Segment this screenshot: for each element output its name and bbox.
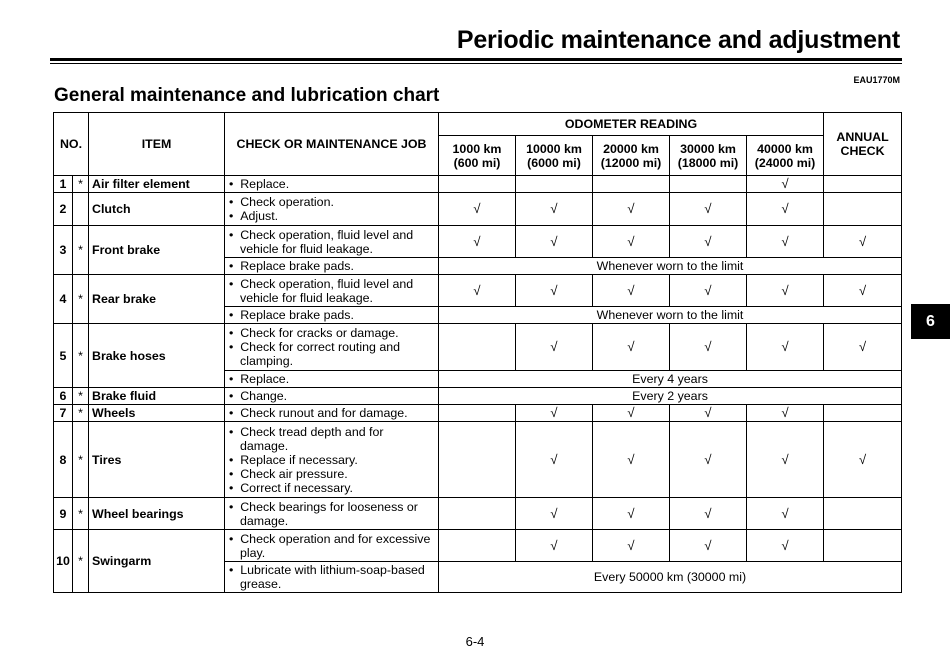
check-cell: √ bbox=[670, 324, 747, 371]
interval-km: 20000 km bbox=[603, 141, 659, 156]
table-row bbox=[54, 422, 902, 498]
check-cell: √ bbox=[747, 176, 824, 193]
check-cell bbox=[439, 324, 516, 371]
item-name: Tires bbox=[89, 422, 225, 498]
check-cell: √ bbox=[593, 530, 670, 562]
item-star: * bbox=[73, 176, 89, 193]
job-text: • Check runout and for damage. bbox=[229, 406, 435, 420]
check-cell bbox=[439, 530, 516, 562]
job-cell bbox=[225, 275, 439, 307]
job-cell bbox=[225, 307, 439, 324]
check-cell: √ bbox=[516, 193, 593, 226]
check-cell: √ bbox=[670, 405, 747, 422]
job-text: • Adjust. bbox=[229, 209, 435, 223]
annual-check-cell bbox=[824, 176, 902, 193]
item-name: Swingarm bbox=[89, 530, 225, 593]
check-cell: √ bbox=[670, 498, 747, 530]
document-code: EAU1770M bbox=[853, 75, 900, 85]
job-text: • Check for cracks or damage. bbox=[229, 326, 435, 340]
check-cell: √ bbox=[516, 498, 593, 530]
check-cell: √ bbox=[747, 422, 824, 498]
job-text: • Replace. bbox=[229, 372, 435, 386]
interval-note: Whenever worn to the limit bbox=[439, 307, 902, 324]
job-text: • Check operation, fluid level and vehicle for fluid leakage. bbox=[229, 228, 435, 256]
check-cell: √ bbox=[516, 324, 593, 371]
job-cell bbox=[225, 226, 439, 258]
annual-check-cell: √ bbox=[824, 275, 902, 307]
job-text: • Check tread depth and for damage. bbox=[229, 425, 435, 453]
check-cell: √ bbox=[747, 193, 824, 226]
item-star: * bbox=[73, 324, 89, 388]
interval-note: Every 50000 km (30000 mi) bbox=[439, 562, 902, 593]
interval-mi: (6000 mi) bbox=[527, 155, 581, 170]
item-name: Rear brake bbox=[89, 275, 225, 324]
interval-mi: (12000 mi) bbox=[600, 155, 662, 170]
section-title: General maintenance and lubrication chart bbox=[54, 85, 440, 106]
chapter-tab: 6 bbox=[911, 304, 950, 339]
check-cell: √ bbox=[670, 226, 747, 258]
check-cell: √ bbox=[670, 275, 747, 307]
job-text: • Replace brake pads. bbox=[229, 259, 435, 273]
header-interval bbox=[593, 136, 670, 176]
check-cell: √ bbox=[747, 530, 824, 562]
annual-check-cell: √ bbox=[824, 226, 902, 258]
check-cell: √ bbox=[747, 324, 824, 371]
check-cell: √ bbox=[439, 226, 516, 258]
interval-mi: (600 mi) bbox=[453, 155, 501, 170]
annual-check-cell bbox=[824, 530, 902, 562]
check-cell: √ bbox=[593, 422, 670, 498]
interval-note: Every 4 years bbox=[439, 371, 902, 388]
check-cell: √ bbox=[439, 275, 516, 307]
item-name: Air filter element bbox=[89, 176, 225, 193]
header-no: NO. bbox=[54, 113, 89, 176]
job-text: • Check for correct routing and clamping. bbox=[229, 340, 435, 368]
item-star: * bbox=[73, 405, 89, 422]
check-cell: √ bbox=[516, 226, 593, 258]
item-name: Clutch bbox=[89, 193, 225, 226]
table-row bbox=[54, 275, 902, 307]
table-row bbox=[54, 176, 902, 193]
item-name: Wheel bearings bbox=[89, 498, 225, 530]
item-star: * bbox=[73, 422, 89, 498]
job-text: • Replace. bbox=[229, 177, 435, 191]
check-cell: √ bbox=[593, 226, 670, 258]
header-annual bbox=[824, 113, 902, 176]
header-annual-label: ANNUAL CHECK bbox=[836, 130, 889, 158]
interval-mi: (18000 mi) bbox=[677, 155, 739, 170]
page-header-title: Periodic maintenance and adjustment bbox=[456, 26, 900, 54]
item-number: 6 bbox=[54, 388, 73, 405]
job-text: • Correct if necessary. bbox=[229, 481, 435, 495]
job-cell bbox=[225, 388, 439, 405]
job-text: • Lubricate with lithium-soap-based grease. bbox=[229, 563, 435, 591]
table-row bbox=[54, 498, 902, 530]
check-cell: √ bbox=[593, 405, 670, 422]
item-star: * bbox=[73, 388, 89, 405]
job-cell bbox=[225, 193, 439, 226]
item-number: 8 bbox=[54, 422, 73, 498]
check-cell: √ bbox=[670, 422, 747, 498]
job-cell bbox=[225, 405, 439, 422]
item-name: Brake hoses bbox=[89, 324, 225, 388]
check-cell bbox=[516, 176, 593, 193]
item-star: * bbox=[73, 498, 89, 530]
check-cell: √ bbox=[516, 405, 593, 422]
check-cell: √ bbox=[516, 275, 593, 307]
item-number: 4 bbox=[54, 275, 73, 324]
job-cell bbox=[225, 371, 439, 388]
check-cell bbox=[439, 422, 516, 498]
interval-km: 1000 km bbox=[452, 141, 502, 156]
check-cell: √ bbox=[670, 193, 747, 226]
item-name: Front brake bbox=[89, 226, 225, 275]
interval-note: Every 2 years bbox=[439, 388, 902, 405]
check-cell: √ bbox=[593, 324, 670, 371]
annual-check-cell bbox=[824, 193, 902, 226]
item-number: 3 bbox=[54, 226, 73, 275]
job-text: • Replace brake pads. bbox=[229, 308, 435, 322]
item-number: 1 bbox=[54, 176, 73, 193]
table-row bbox=[54, 324, 902, 371]
item-star: * bbox=[73, 226, 89, 275]
table-row bbox=[54, 193, 902, 226]
check-cell: √ bbox=[593, 193, 670, 226]
interval-note: Whenever worn to the limit bbox=[439, 258, 902, 275]
job-cell bbox=[225, 498, 439, 530]
header-interval bbox=[516, 136, 593, 176]
check-cell bbox=[670, 176, 747, 193]
header-interval bbox=[747, 136, 824, 176]
header-interval bbox=[439, 136, 516, 176]
page-number: 6-4 bbox=[465, 634, 485, 649]
header-rule-thin bbox=[50, 63, 902, 64]
annual-check-cell bbox=[824, 405, 902, 422]
item-name: Brake fluid bbox=[89, 388, 225, 405]
table-row bbox=[54, 226, 902, 258]
job-text: • Check operation and for excessive play. bbox=[229, 532, 435, 560]
item-number: 7 bbox=[54, 405, 73, 422]
job-text: • Change. bbox=[229, 389, 435, 403]
table-row bbox=[54, 388, 902, 405]
item-number: 5 bbox=[54, 324, 73, 388]
item-name: Wheels bbox=[89, 405, 225, 422]
annual-check-cell: √ bbox=[824, 422, 902, 498]
job-text: • Check bearings for looseness or damage. bbox=[229, 500, 435, 528]
check-cell: √ bbox=[670, 530, 747, 562]
interval-km: 30000 km bbox=[680, 141, 736, 156]
item-number: 2 bbox=[54, 193, 73, 226]
annual-check-cell: √ bbox=[824, 324, 902, 371]
job-cell bbox=[225, 258, 439, 275]
annual-check-cell bbox=[824, 498, 902, 530]
check-cell: √ bbox=[593, 498, 670, 530]
job-cell bbox=[225, 324, 439, 371]
header-job: CHECK OR MAINTENANCE JOB bbox=[225, 113, 439, 176]
check-cell bbox=[439, 405, 516, 422]
job-cell bbox=[225, 530, 439, 562]
check-cell: √ bbox=[747, 275, 824, 307]
job-text: • Check air pressure. bbox=[229, 467, 435, 481]
check-cell: √ bbox=[516, 530, 593, 562]
header-interval bbox=[670, 136, 747, 176]
check-cell: √ bbox=[747, 226, 824, 258]
check-cell: √ bbox=[516, 422, 593, 498]
interval-mi: (24000 mi) bbox=[754, 155, 816, 170]
job-text: • Replace if necessary. bbox=[229, 453, 435, 467]
check-cell: √ bbox=[747, 405, 824, 422]
header-odometer: ODOMETER READING bbox=[439, 113, 824, 136]
job-cell bbox=[225, 176, 439, 193]
check-cell: √ bbox=[439, 193, 516, 226]
table-row bbox=[54, 530, 902, 562]
maintenance-chart bbox=[53, 112, 902, 593]
interval-km: 10000 km bbox=[526, 141, 582, 156]
job-text: • Check operation, fluid level and vehicle for fluid leakage. bbox=[229, 277, 435, 305]
table-row bbox=[54, 405, 902, 422]
check-cell bbox=[439, 498, 516, 530]
item-number: 9 bbox=[54, 498, 73, 530]
job-cell bbox=[225, 562, 439, 593]
item-star bbox=[73, 193, 89, 226]
job-text: • Check operation. bbox=[229, 195, 435, 209]
interval-km: 40000 km bbox=[757, 141, 813, 156]
job-cell bbox=[225, 422, 439, 498]
header-rule-thick bbox=[50, 58, 902, 61]
check-cell bbox=[593, 176, 670, 193]
check-cell bbox=[439, 176, 516, 193]
check-cell: √ bbox=[747, 498, 824, 530]
check-cell: √ bbox=[593, 275, 670, 307]
item-star: * bbox=[73, 275, 89, 324]
item-number: 10 bbox=[54, 530, 73, 593]
item-star: * bbox=[73, 530, 89, 593]
header-item: ITEM bbox=[89, 113, 225, 176]
